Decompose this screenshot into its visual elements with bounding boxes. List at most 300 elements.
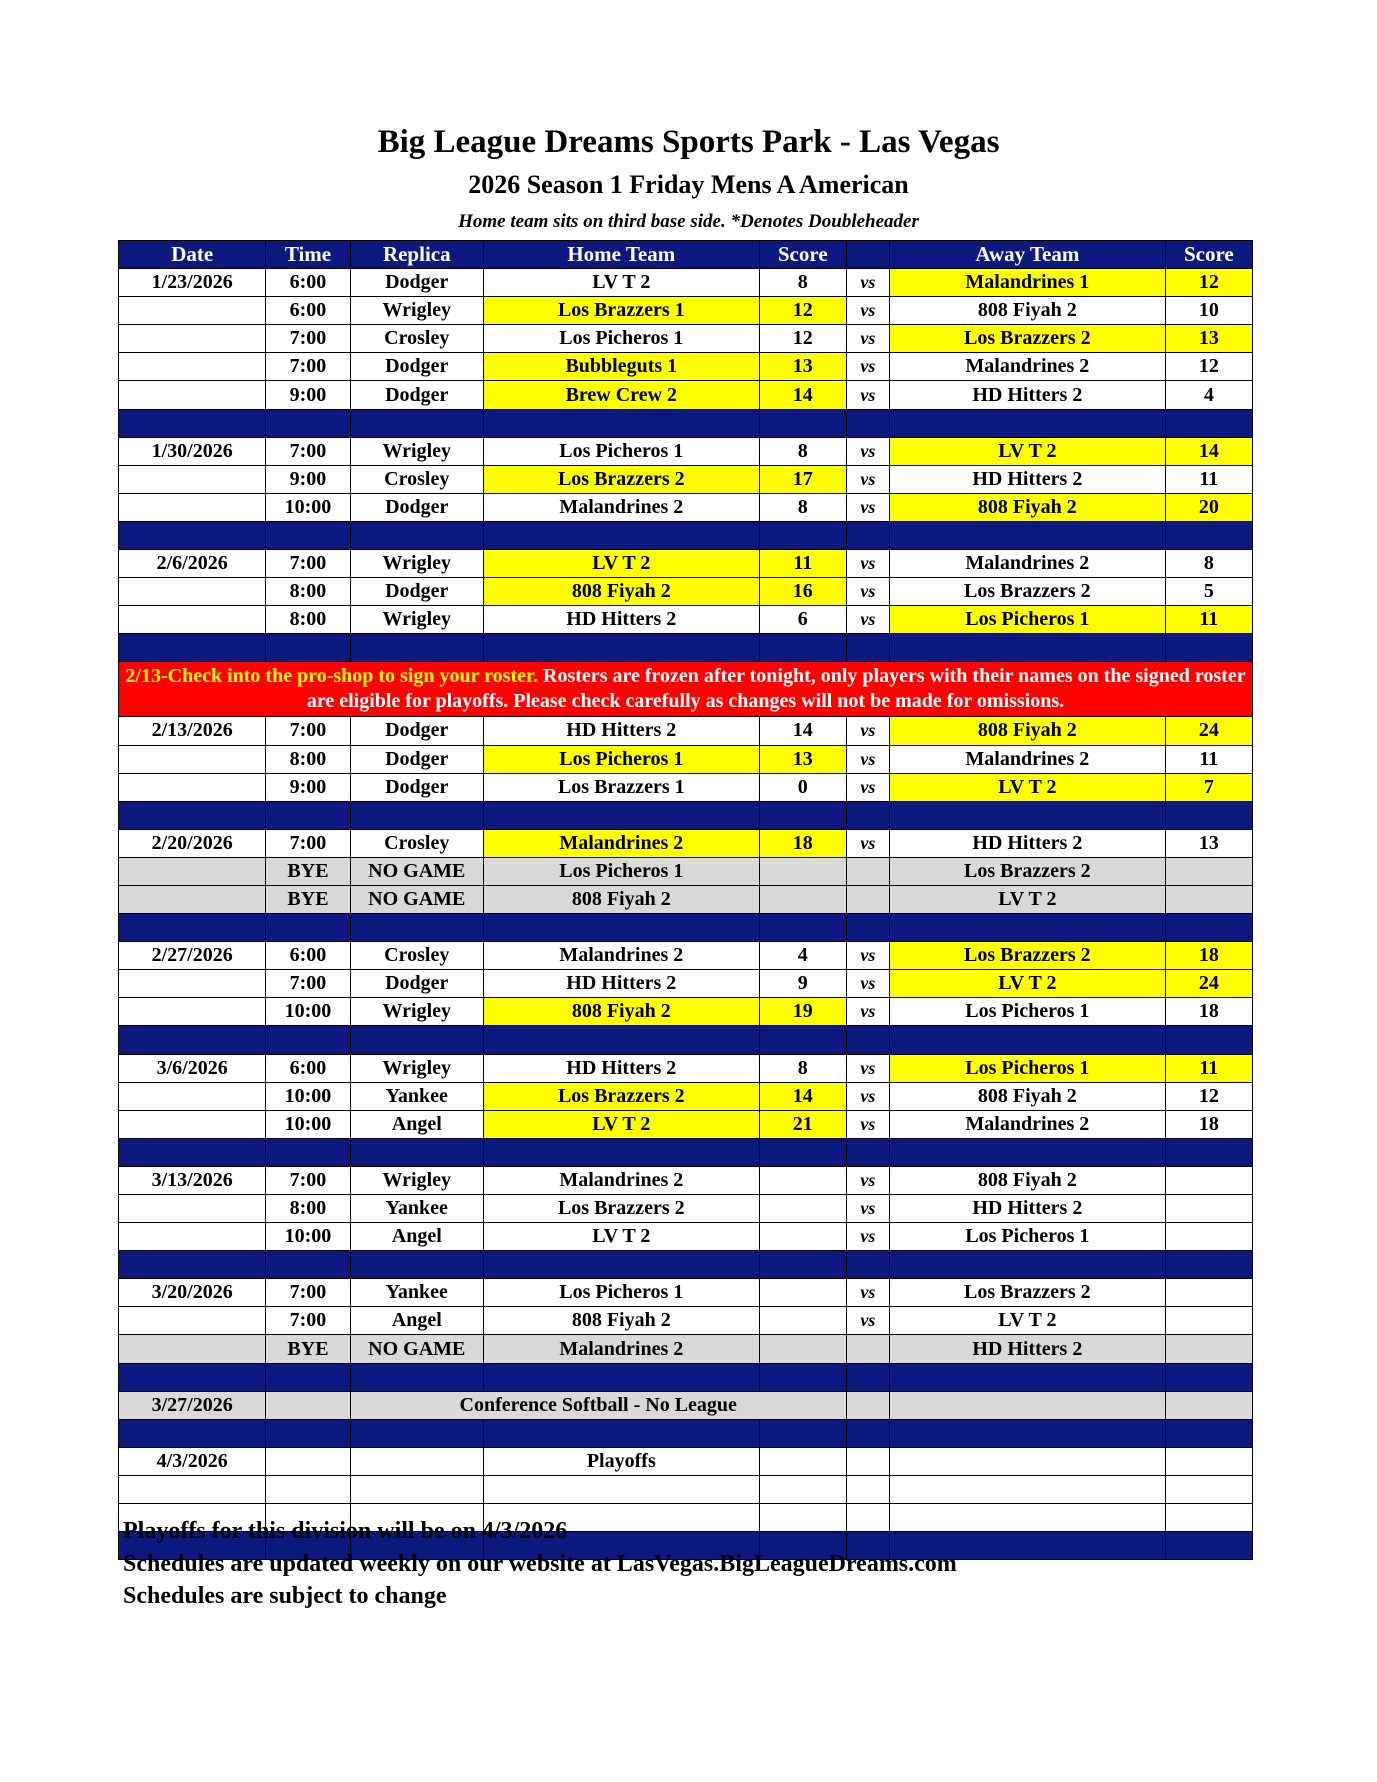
empty-cell: [483, 1138, 759, 1166]
vs-cell: vs: [846, 970, 889, 998]
home-score: 13: [759, 745, 846, 773]
home-team: Los Picheros 1: [483, 745, 759, 773]
empty-cell: [266, 914, 350, 942]
vs-cell: vs: [846, 745, 889, 773]
game-time: 9:00: [266, 465, 350, 493]
game-field: Wrigley: [350, 297, 483, 325]
home-score: [759, 1279, 846, 1307]
away-score: 18: [1165, 942, 1252, 970]
home-score: 14: [759, 1082, 846, 1110]
game-field: Wrigley: [350, 998, 483, 1026]
empty-cell: [846, 521, 889, 549]
home-score: 14: [759, 381, 846, 409]
away-score: 11: [1165, 1054, 1252, 1082]
away-score: [1165, 885, 1252, 913]
home-team: Malandrines 2: [483, 942, 759, 970]
game-date: [119, 998, 266, 1026]
game-date: 3/27/2026: [119, 1391, 266, 1419]
game-date: 2/20/2026: [119, 829, 266, 857]
empty-cell: [483, 1251, 759, 1279]
game-date: [119, 1110, 266, 1138]
game-row: [119, 550, 1253, 578]
week-separator-row: [119, 1363, 1253, 1391]
away-team: 808 Fiyah 2: [889, 717, 1165, 745]
week-separator-row: [119, 1251, 1253, 1279]
game-row: [119, 717, 1253, 745]
game-field: Angel: [350, 1307, 483, 1335]
week-separator-row: [119, 634, 1253, 662]
home-team: Los Picheros 1: [483, 325, 759, 353]
empty-cell: [119, 1419, 266, 1447]
game-date: 2/6/2026: [119, 550, 266, 578]
vs-cell: vs: [846, 1110, 889, 1138]
game-time: 7:00: [266, 325, 350, 353]
empty-cell: [1165, 1026, 1252, 1054]
empty-cell: [759, 1475, 846, 1503]
game-date: [119, 325, 266, 353]
game-time: 10:00: [266, 1082, 350, 1110]
home-score: 4: [759, 942, 846, 970]
empty-cell: [759, 1504, 846, 1532]
game-time: 8:00: [266, 578, 350, 606]
vs-cell: vs: [846, 353, 889, 381]
away-score: [1165, 1223, 1252, 1251]
empty-cell: [119, 409, 266, 437]
away-score: 10: [1165, 297, 1252, 325]
vs-cell: [846, 1335, 889, 1363]
game-date: 2/13/2026: [119, 717, 266, 745]
home-team: HD Hitters 2: [483, 1054, 759, 1082]
game-time: BYE: [266, 857, 350, 885]
game-field: Wrigley: [350, 1054, 483, 1082]
game-time: 6:00: [266, 942, 350, 970]
empty-cell: [1165, 634, 1252, 662]
empty-cell: [350, 801, 483, 829]
game-time: 8:00: [266, 606, 350, 634]
empty-cell: [759, 521, 846, 549]
game-time: 7:00: [266, 717, 350, 745]
home-team: LV T 2: [483, 550, 759, 578]
game-row: [119, 578, 1253, 606]
home-score: 9: [759, 970, 846, 998]
away-score: 8: [1165, 550, 1252, 578]
home-score: 12: [759, 325, 846, 353]
game-date: 2/27/2026: [119, 942, 266, 970]
empty-cell: [889, 801, 1165, 829]
vs-cell: vs: [846, 773, 889, 801]
game-time: 7:00: [266, 1166, 350, 1194]
home-score: 14: [759, 717, 846, 745]
game-field: Angel: [350, 1223, 483, 1251]
empty-cell: [846, 1251, 889, 1279]
bye-row: [119, 1335, 1253, 1363]
game-time: 6:00: [266, 1054, 350, 1082]
away-score: 12: [1165, 1082, 1252, 1110]
game-row: [119, 1110, 1253, 1138]
game-time: 7:00: [266, 829, 350, 857]
game-field: Dodger: [350, 353, 483, 381]
home-score: 16: [759, 578, 846, 606]
empty-cell: [846, 1138, 889, 1166]
empty-cell: [350, 1475, 483, 1503]
week-separator-row: [119, 1026, 1253, 1054]
home-score: 8: [759, 269, 846, 297]
col-header-home-team: Home Team: [483, 241, 759, 269]
empty-cell: [350, 1138, 483, 1166]
week-separator-row: [119, 801, 1253, 829]
home-score: 19: [759, 998, 846, 1026]
home-team: HD Hitters 2: [483, 717, 759, 745]
empty-cell: [1165, 914, 1252, 942]
home-team: Malandrines 2: [483, 829, 759, 857]
empty-cell: [1165, 1532, 1252, 1560]
away-team: Los Brazzers 2: [889, 857, 1165, 885]
game-field: Wrigley: [350, 1166, 483, 1194]
empty-cell: [1165, 1447, 1252, 1475]
away-team: Los Brazzers 2: [889, 578, 1165, 606]
vs-cell: vs: [846, 297, 889, 325]
empty-cell: [119, 1363, 266, 1391]
page-note: Home team sits on third base side. *Denotes Doubleheader: [458, 211, 919, 232]
away-team: Malandrines 2: [889, 550, 1165, 578]
game-row: [119, 998, 1253, 1026]
away-score: 7: [1165, 773, 1252, 801]
game-date: [119, 970, 266, 998]
week-separator-row: [119, 914, 1253, 942]
game-field: NO GAME: [350, 857, 483, 885]
away-score: [1165, 1279, 1252, 1307]
conference-note: Conference Softball - No League: [350, 1391, 846, 1419]
blank-row: [119, 1475, 1253, 1503]
home-score: 17: [759, 465, 846, 493]
game-row: [119, 829, 1253, 857]
game-field: Wrigley: [350, 550, 483, 578]
empty-cell: [266, 409, 350, 437]
game-field: Angel: [350, 1110, 483, 1138]
empty-cell: [266, 1391, 350, 1419]
empty-cell: [1165, 801, 1252, 829]
empty-cell: [483, 914, 759, 942]
empty-cell: [846, 801, 889, 829]
home-score: 18: [759, 829, 846, 857]
empty-cell: [889, 1251, 1165, 1279]
empty-cell: [759, 1447, 846, 1475]
home-score: [759, 1335, 846, 1363]
empty-cell: [483, 409, 759, 437]
away-score: [1165, 1335, 1252, 1363]
game-date: [119, 1307, 266, 1335]
away-score: 11: [1165, 465, 1252, 493]
vs-cell: vs: [846, 998, 889, 1026]
away-score: 5: [1165, 578, 1252, 606]
game-row: [119, 606, 1253, 634]
empty-cell: [483, 634, 759, 662]
away-team: HD Hitters 2: [889, 829, 1165, 857]
away-team: LV T 2: [889, 773, 1165, 801]
game-date: [119, 1223, 266, 1251]
empty-cell: [1165, 1251, 1252, 1279]
game-time: 8:00: [266, 745, 350, 773]
away-team: LV T 2: [889, 437, 1165, 465]
home-team: Malandrines 2: [483, 1335, 759, 1363]
bye-row: [119, 885, 1253, 913]
empty-cell: [759, 1251, 846, 1279]
empty-cell: [889, 1138, 1165, 1166]
empty-cell: [119, 634, 266, 662]
vs-cell: vs: [846, 1195, 889, 1223]
away-team: Los Brazzers 2: [889, 1279, 1165, 1307]
vs-cell: vs: [846, 578, 889, 606]
empty-cell: [266, 1447, 350, 1475]
game-date: [119, 493, 266, 521]
away-score: 4: [1165, 381, 1252, 409]
empty-cell: [846, 1475, 889, 1503]
vs-cell: vs: [846, 606, 889, 634]
roster-notice-highlight: 2/13-Check into the pro-shop to sign your roster.: [125, 665, 539, 688]
game-time: 9:00: [266, 381, 350, 409]
empty-cell: [266, 1138, 350, 1166]
game-time: 8:00: [266, 1195, 350, 1223]
empty-cell: [846, 634, 889, 662]
week-separator-row: [119, 1138, 1253, 1166]
col-header-away-team: Away Team: [889, 241, 1165, 269]
empty-cell: [119, 1475, 266, 1503]
col-header-home-score: Score: [759, 241, 846, 269]
game-time: 10:00: [266, 1223, 350, 1251]
game-row: [119, 1054, 1253, 1082]
away-team: Los Picheros 1: [889, 1223, 1165, 1251]
schedule-body: [119, 269, 1253, 1560]
game-date: [119, 773, 266, 801]
game-field: Crosley: [350, 465, 483, 493]
game-time: 6:00: [266, 269, 350, 297]
home-score: 13: [759, 353, 846, 381]
week-separator-row: [119, 1419, 1253, 1447]
empty-cell: [846, 914, 889, 942]
empty-cell: [889, 1419, 1165, 1447]
game-row: [119, 942, 1253, 970]
away-score: [1165, 1166, 1252, 1194]
col-header-vs: [846, 241, 889, 269]
home-team: Bubbleguts 1: [483, 353, 759, 381]
empty-cell: [350, 914, 483, 942]
home-team: Malandrines 2: [483, 493, 759, 521]
home-team: LV T 2: [483, 1223, 759, 1251]
away-team: Malandrines 2: [889, 745, 1165, 773]
home-team: Los Brazzers 1: [483, 773, 759, 801]
empty-cell: [846, 1419, 889, 1447]
vs-cell: vs: [846, 942, 889, 970]
empty-cell: [889, 521, 1165, 549]
empty-cell: [483, 801, 759, 829]
col-header-away-score: Score: [1165, 241, 1252, 269]
home-team: Malandrines 2: [483, 1166, 759, 1194]
bye-row: [119, 857, 1253, 885]
empty-cell: [759, 801, 846, 829]
game-date: [119, 1195, 266, 1223]
away-team: 808 Fiyah 2: [889, 1082, 1165, 1110]
away-team: HD Hitters 2: [889, 1335, 1165, 1363]
empty-cell: [483, 1475, 759, 1503]
game-row: [119, 297, 1253, 325]
game-field: Dodger: [350, 773, 483, 801]
empty-cell: [889, 1447, 1165, 1475]
vs-cell: [846, 885, 889, 913]
empty-cell: [759, 409, 846, 437]
roster-notice-text: Rosters are frozen after tonight, only players with their names on the signed roster are eligible for playoffs. Please check carefully as changes will not be made for omissions.: [306, 665, 1246, 713]
empty-cell: [350, 1419, 483, 1447]
footer-website-note: Schedules are updated weekly on our website at LasVegas.BigLeagueDreams.com: [123, 1551, 957, 1577]
home-team: Los Picheros 1: [483, 437, 759, 465]
empty-cell: [889, 409, 1165, 437]
playoffs-row: [119, 1447, 1253, 1475]
empty-cell: [483, 1419, 759, 1447]
footer-change-note: Schedules are subject to change: [123, 1583, 447, 1609]
game-date: [119, 885, 266, 913]
page-subtitle: 2026 Season 1 Friday Mens A American: [468, 170, 909, 199]
game-time: 10:00: [266, 1110, 350, 1138]
empty-cell: [759, 634, 846, 662]
game-row: [119, 745, 1253, 773]
away-team: HD Hitters 2: [889, 465, 1165, 493]
schedule-table: [118, 240, 1253, 1560]
empty-cell: [1165, 521, 1252, 549]
game-time: 7:00: [266, 550, 350, 578]
home-team: Los Brazzers 2: [483, 465, 759, 493]
game-field: Dodger: [350, 717, 483, 745]
away-score: [1165, 857, 1252, 885]
away-team: HD Hitters 2: [889, 381, 1165, 409]
home-team: 808 Fiyah 2: [483, 998, 759, 1026]
game-field: Wrigley: [350, 606, 483, 634]
game-row: [119, 353, 1253, 381]
vs-cell: vs: [846, 465, 889, 493]
empty-cell: [846, 1391, 889, 1419]
game-date: [119, 353, 266, 381]
vs-cell: vs: [846, 1307, 889, 1335]
empty-cell: [119, 1138, 266, 1166]
vs-cell: vs: [846, 1223, 889, 1251]
week-separator-row: [119, 409, 1253, 437]
empty-cell: [846, 1363, 889, 1391]
game-date: 4/3/2026: [119, 1447, 266, 1475]
home-score: [759, 857, 846, 885]
home-score: 0: [759, 773, 846, 801]
game-time: 6:00: [266, 297, 350, 325]
home-team: HD Hitters 2: [483, 970, 759, 998]
vs-cell: vs: [846, 717, 889, 745]
empty-cell: [889, 1026, 1165, 1054]
game-date: [119, 1082, 266, 1110]
game-field: Yankee: [350, 1082, 483, 1110]
empty-cell: [889, 914, 1165, 942]
away-score: 20: [1165, 493, 1252, 521]
game-row: [119, 1307, 1253, 1335]
game-date: [119, 465, 266, 493]
game-field: Wrigley: [350, 437, 483, 465]
empty-cell: [350, 521, 483, 549]
away-score: 11: [1165, 606, 1252, 634]
game-field: Dodger: [350, 493, 483, 521]
game-date: [119, 381, 266, 409]
roster-notice-row: [119, 662, 1253, 717]
game-row: [119, 437, 1253, 465]
vs-cell: vs: [846, 1279, 889, 1307]
col-header-time: Time: [266, 241, 350, 269]
vs-cell: vs: [846, 1082, 889, 1110]
game-field: Dodger: [350, 381, 483, 409]
empty-cell: [266, 1251, 350, 1279]
home-score: [759, 885, 846, 913]
home-score: 11: [759, 550, 846, 578]
empty-cell: [483, 521, 759, 549]
empty-cell: [759, 1419, 846, 1447]
game-row: [119, 1279, 1253, 1307]
home-team: 808 Fiyah 2: [483, 885, 759, 913]
away-team: Malandrines 1: [889, 269, 1165, 297]
empty-cell: [759, 1363, 846, 1391]
game-date: 3/6/2026: [119, 1054, 266, 1082]
empty-cell: [266, 1363, 350, 1391]
empty-cell: [1165, 1475, 1252, 1503]
empty-cell: [1165, 1391, 1252, 1419]
empty-cell: [846, 1026, 889, 1054]
empty-cell: [889, 1475, 1165, 1503]
roster-notice: [119, 662, 1253, 717]
game-time: 7:00: [266, 1279, 350, 1307]
home-team: LV T 2: [483, 1110, 759, 1138]
game-row: [119, 465, 1253, 493]
page-title: Big League Dreams Sports Park - Las Vegas: [377, 124, 1000, 160]
away-team: Malandrines 2: [889, 1110, 1165, 1138]
away-team: LV T 2: [889, 885, 1165, 913]
home-score: [759, 1166, 846, 1194]
game-field: Dodger: [350, 578, 483, 606]
empty-cell: [846, 1504, 889, 1532]
game-date: [119, 578, 266, 606]
col-header-replica: Replica: [350, 241, 483, 269]
game-time: 7:00: [266, 970, 350, 998]
away-score: [1165, 1195, 1252, 1223]
empty-cell: [119, 521, 266, 549]
game-field: Yankee: [350, 1279, 483, 1307]
away-team: Los Picheros 1: [889, 606, 1165, 634]
empty-cell: [846, 409, 889, 437]
game-row: [119, 773, 1253, 801]
game-row: [119, 493, 1253, 521]
game-date: [119, 297, 266, 325]
game-date: [119, 1335, 266, 1363]
away-score: 24: [1165, 717, 1252, 745]
empty-cell: [350, 1026, 483, 1054]
game-row: [119, 381, 1253, 409]
home-team: HD Hitters 2: [483, 606, 759, 634]
empty-cell: [889, 1391, 1165, 1419]
playoffs-label: Playoffs: [483, 1447, 759, 1475]
game-time: 7:00: [266, 1307, 350, 1335]
vs-cell: vs: [846, 269, 889, 297]
vs-cell: vs: [846, 1166, 889, 1194]
away-team: 808 Fiyah 2: [889, 297, 1165, 325]
away-score: [1165, 1307, 1252, 1335]
vs-cell: vs: [846, 829, 889, 857]
empty-cell: [483, 1026, 759, 1054]
conference-row: [119, 1391, 1253, 1419]
empty-cell: [1165, 409, 1252, 437]
home-team: Los Brazzers 2: [483, 1195, 759, 1223]
game-time: 7:00: [266, 437, 350, 465]
vs-cell: vs: [846, 381, 889, 409]
